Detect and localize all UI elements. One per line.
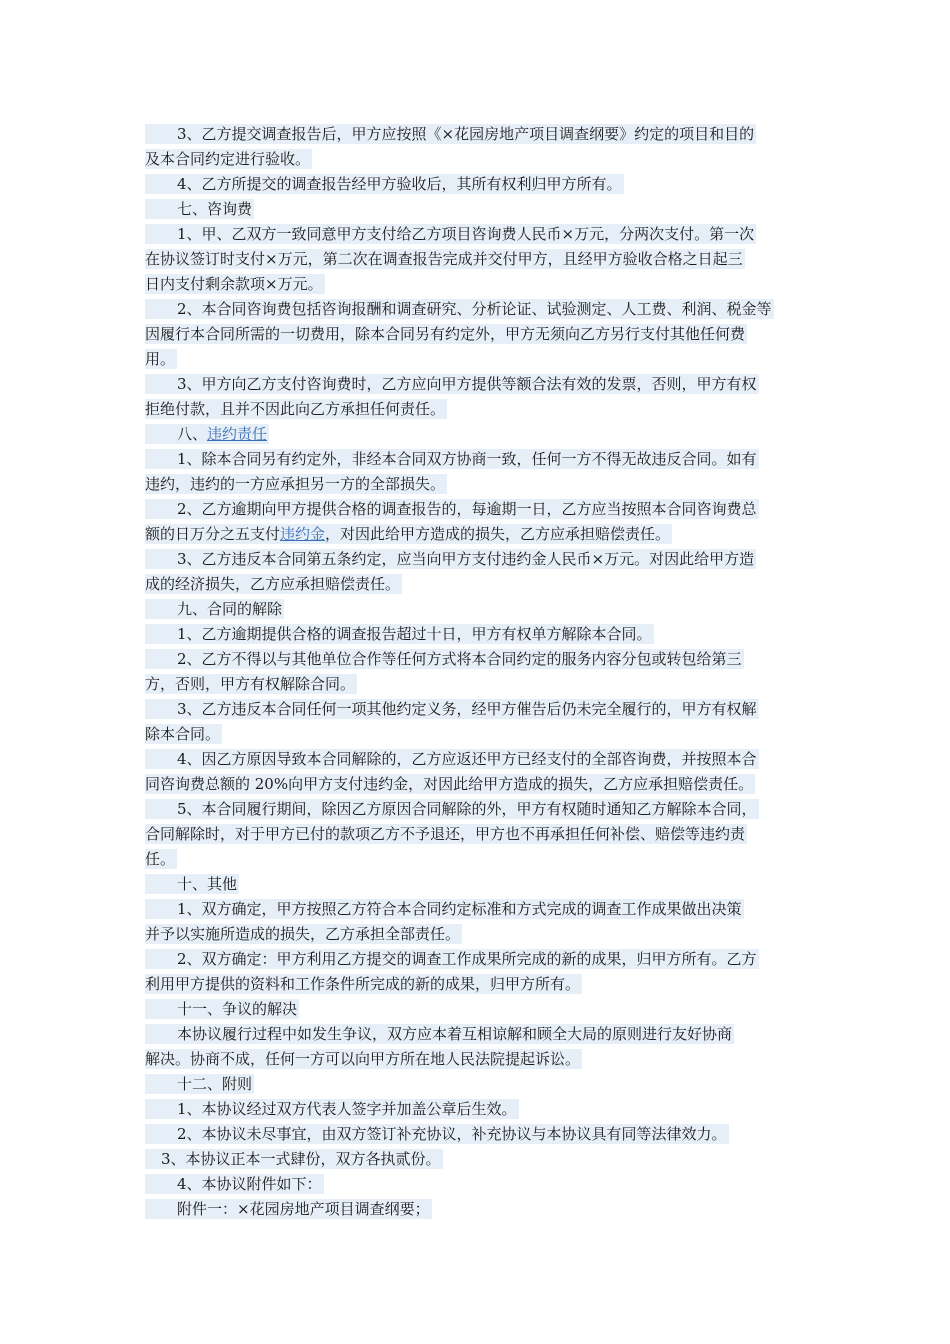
- line-text: [145, 674, 357, 694]
- line-text: [145, 1024, 734, 1044]
- line-segment: 3、甲方向乙方支付咨询费时，乙方应向甲方提供等额合法有效的发票，否则，甲方有权: [177, 375, 757, 393]
- paragraph-line: [145, 422, 807, 447]
- paragraph-line: [145, 272, 807, 297]
- paragraph-line: [145, 1172, 807, 1197]
- line-text: [145, 974, 582, 994]
- line-text: [145, 874, 239, 894]
- line-text: [145, 1149, 443, 1169]
- line-text: [145, 1049, 582, 1069]
- line-text: [145, 1174, 324, 1194]
- line-segment: 成的经济损失，乙方应承担赔偿责任。: [145, 575, 401, 593]
- line-text: [145, 1124, 729, 1144]
- paragraph-line: [145, 497, 807, 522]
- paragraph-line: [145, 522, 807, 547]
- paragraph-line: [145, 847, 807, 872]
- line-text: [145, 349, 177, 369]
- paragraph-line: [145, 897, 807, 922]
- line-text: [145, 324, 747, 344]
- line-text: [145, 449, 759, 469]
- paragraph-line: [145, 572, 807, 597]
- line-segment: 4、因乙方原因导致本合同解除的，乙方应返还甲方已经支付的全部咨询费，并按照本合: [177, 750, 757, 768]
- paragraph-line: [145, 397, 807, 422]
- line-text: [145, 1099, 519, 1119]
- line-segment: 2、本合同咨询费包括咨询报酬和调查研究、分析论证、试验测定、人工费、利润、税金等: [177, 300, 772, 318]
- paragraph-line: [145, 797, 807, 822]
- line-segment: 用。: [145, 350, 176, 368]
- contract-body: [145, 122, 807, 1222]
- line-text: [145, 249, 745, 269]
- line-segment: 5、本合同履行期间，除因乙方原因合同解除的外，甲方有权随时通知乙方解除本合同，: [177, 800, 757, 818]
- line-text: [145, 599, 284, 619]
- line-text: [145, 1199, 432, 1219]
- paragraph-line: [145, 297, 807, 322]
- line-text: [145, 774, 755, 794]
- line-text: [145, 649, 744, 669]
- paragraph-line: [145, 172, 807, 197]
- paragraph-line: [145, 697, 807, 722]
- paragraph-line: [145, 247, 807, 272]
- line-text: [145, 999, 299, 1019]
- paragraph-line: [145, 647, 807, 672]
- paragraph-line: [145, 1197, 807, 1222]
- line-segment: 十一、争议的解决: [177, 1000, 298, 1018]
- paragraph-line: [145, 547, 807, 572]
- line-text: [145, 499, 759, 519]
- paragraph-line: [145, 772, 807, 797]
- line-segment: 七、咨询费: [177, 200, 253, 218]
- paragraph-line: [145, 947, 807, 972]
- line-segment: 除本合同。: [145, 725, 221, 743]
- line-segment: 解决。协商不成，任何一方可以向甲方所在地人民法院提起诉讼。: [145, 1050, 581, 1068]
- paragraph-line: [145, 472, 807, 497]
- line-segment: 在协议签订时支付×万元，第二次在调查报告完成并交付甲方，且经甲方验收合格之日起三: [145, 250, 743, 268]
- line-segment: 及本合同约定进行验收。: [145, 150, 311, 168]
- line-segment: 十、其他: [177, 875, 238, 893]
- line-segment: 3、乙方违反本合同任何一项其他约定义务，经甲方催告后仍未完全履行的，甲方有权解: [177, 700, 757, 718]
- line-segment: 3、乙方违反本合同第五条约定，应当向甲方支付违约金人民币×万元。对因此给甲方造: [177, 550, 755, 568]
- line-segment: 2、本协议未尽事宜，由双方签订补充协议，补充协议与本协议具有同等法律效力。: [177, 1125, 727, 1143]
- line-segment: 额的日万分之五支付: [145, 525, 281, 543]
- line-segment: 4、本协议附件如下：: [177, 1175, 322, 1193]
- hyperlink[interactable]: 违约责任: [207, 425, 268, 443]
- line-text: [145, 149, 312, 169]
- line-text: [145, 174, 624, 194]
- line-segment: 方，否则，甲方有权解除合同。: [145, 675, 356, 693]
- line-text: [145, 799, 759, 819]
- paragraph-line: [145, 1022, 807, 1047]
- line-segment: 2、双方确定：甲方利用乙方提交的调查工作成果所完成的新的成果，归甲方所有。乙方: [177, 950, 757, 968]
- line-segment: 九、合同的解除: [177, 600, 283, 618]
- line-text: [145, 374, 759, 394]
- line-text: [145, 749, 759, 769]
- paragraph-line: [145, 722, 807, 747]
- paragraph-line: [145, 672, 807, 697]
- line-segment: 利用甲方提供的资料和工作条件所完成的新的成果，归甲方所有。: [145, 975, 581, 993]
- paragraph-line: [145, 922, 807, 947]
- paragraph-line: [145, 747, 807, 772]
- line-segment: 八、: [177, 425, 208, 443]
- line-text: [145, 549, 756, 569]
- line-text: [145, 824, 747, 844]
- line-segment: 日内支付剩余款项×万元。: [145, 275, 323, 293]
- line-text: [145, 949, 759, 969]
- line-text: [145, 224, 756, 244]
- line-segment: 附件一：×花园房地产项目调查纲要；: [177, 1200, 430, 1218]
- line-segment: 合同解除时，对于甲方已付的款项乙方不予退还，甲方也不再承担任何补偿、赔偿等违约责: [145, 825, 746, 843]
- line-text: [145, 299, 774, 319]
- line-segment: 2、乙方不得以与其他单位合作等任何方式将本合同约定的服务内容分包或转包给第三: [177, 650, 742, 668]
- line-segment: 本协议履行过程中如发生争议，双方应本着互相谅解和顾全大局的原则进行友好协商: [177, 1025, 733, 1043]
- line-segment: 3、乙方提交调查报告后，甲方应按照《×花园房地产项目调查纲要》约定的项目和目的: [177, 125, 755, 143]
- paragraph-line: [145, 372, 807, 397]
- paragraph-line: [145, 197, 807, 222]
- line-text: [145, 624, 654, 644]
- line-segment: 违约，违约的一方应承担另一方的全部损失。: [145, 475, 446, 493]
- line-text: [145, 924, 462, 944]
- line-segment: 拒绝付款，且并不因此向乙方承担任何责任。: [145, 400, 446, 418]
- paragraph-line: [145, 122, 807, 147]
- line-segment: 因履行本合同所需的一切费用，除本合同另有约定外，甲方无须向乙方另行支付其他任何费: [145, 325, 746, 343]
- line-segment: 1、双方确定，甲方按照乙方符合本合同约定标准和方式完成的调查工作成果做出决策: [177, 900, 742, 918]
- line-segment: 1、甲、乙双方一致同意甲方支付给乙方项目咨询费人民币×万元，分两次支付。第一次: [177, 225, 755, 243]
- line-text: [145, 424, 269, 444]
- line-text: [145, 124, 756, 144]
- paragraph-line: [145, 597, 807, 622]
- line-text: [145, 1074, 254, 1094]
- line-segment: 十二、附则: [177, 1075, 253, 1093]
- line-segment: 1、乙方逾期提供合格的调查报告超过十日，甲方有权单方解除本合同。: [177, 625, 652, 643]
- paragraph-line: [145, 1122, 807, 1147]
- line-segment: 并予以实施所造成的损失，乙方承担全部责任。: [145, 925, 461, 943]
- line-text: [145, 274, 325, 294]
- line-text: [145, 199, 254, 219]
- paragraph-line: [145, 222, 807, 247]
- paragraph-line: [145, 997, 807, 1022]
- line-text: [145, 699, 759, 719]
- line-text: [145, 399, 447, 419]
- hyperlink[interactable]: 违约金: [280, 525, 326, 543]
- line-segment: ，对因此给甲方造成的损失，乙方应承担赔偿责任。: [325, 525, 671, 543]
- paragraph-line: [145, 1147, 807, 1172]
- paragraph-line: [145, 147, 807, 172]
- paragraph-line: [145, 872, 807, 897]
- paragraph-line: [145, 972, 807, 997]
- line-segment: 同咨询费总额的 20%向甲方支付违约金，对因此给甲方造成的损失，乙方应承担赔偿责任。: [145, 775, 754, 793]
- paragraph-line: [145, 1047, 807, 1072]
- line-text: [145, 474, 447, 494]
- paragraph-line: [145, 1097, 807, 1122]
- line-segment: 1、本协议经过双方代表人签字并加盖公章后生效。: [177, 1100, 517, 1118]
- line-segment: 2、乙方逾期向甲方提供合格的调查报告的，每逾期一日，乙方应当按照本合同咨询费总: [177, 500, 757, 518]
- paragraph-line: [145, 347, 807, 372]
- line-segment: 任。: [145, 850, 176, 868]
- paragraph-line: [145, 447, 807, 472]
- line-text: [145, 724, 222, 744]
- paragraph-line: [145, 622, 807, 647]
- paragraph-line: [145, 822, 807, 847]
- line-text: [145, 524, 672, 544]
- line-segment: 1、除本合同另有约定外，非经本合同双方协商一致，任何一方不得无故违反合同。如有: [177, 450, 757, 468]
- paragraph-line: [145, 322, 807, 347]
- line-segment: 4、乙方所提交的调查报告经甲方验收后，其所有权利归甲方所有。: [177, 175, 622, 193]
- line-text: [145, 574, 402, 594]
- line-segment: 3、本协议正本一式肆份，双方各执贰份。: [161, 1150, 441, 1168]
- line-text: [145, 899, 744, 919]
- line-text: [145, 849, 177, 869]
- paragraph-line: [145, 1072, 807, 1097]
